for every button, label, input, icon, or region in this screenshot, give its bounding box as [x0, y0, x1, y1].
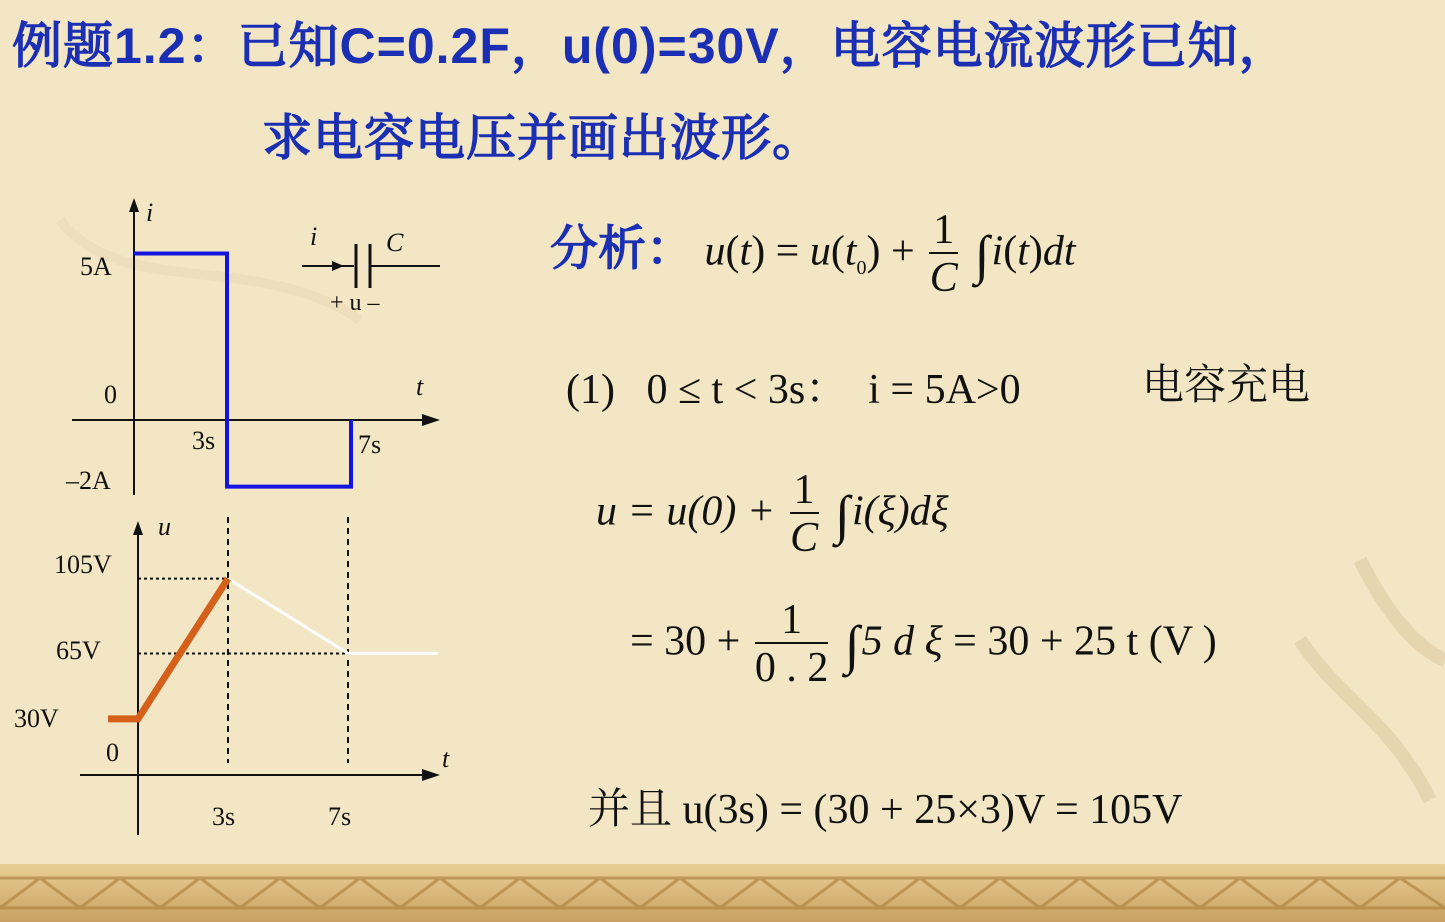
- eq3-fraction: [755, 598, 829, 692]
- u-tick-7s: 7s: [328, 802, 352, 831]
- eq-fraction: [929, 208, 958, 302]
- u-tick-0: 0: [106, 738, 119, 767]
- analysis-heading: 分析：: [550, 220, 695, 277]
- eq-t: t: [739, 228, 752, 275]
- eq2-fraction: $\frac{1}{C}$: [790, 467, 819, 561]
- eq3-rhs: = 30 + 25 t (V ): [953, 618, 1217, 665]
- eq-u: u: [704, 228, 726, 275]
- final-equation: u(3s) = (30 + 25×3)V = 105V: [682, 787, 1183, 833]
- title-line-2: 求电容电压并画出波形。: [262, 110, 823, 166]
- eq2-lhs: u = u(0) +: [596, 488, 776, 535]
- u-tick-105V: 105V: [54, 550, 112, 579]
- eq3-num: 1: [755, 598, 829, 644]
- u-axis-label: u: [158, 512, 171, 541]
- i-tick-5A: 5A: [80, 252, 112, 281]
- u-tick-65V: 65V: [56, 636, 101, 665]
- eq2-integrand: i(ξ)dξ: [851, 488, 949, 535]
- eq-t0: t: [844, 228, 857, 275]
- eq-num: 1: [929, 208, 958, 254]
- i-axis-label: i: [146, 198, 154, 227]
- eq3-integral: ∫: [844, 615, 860, 675]
- eq2-integral: ∫: [835, 485, 850, 545]
- step1-line: [566, 356, 1021, 416]
- step1-text: 电容充电: [1142, 360, 1311, 409]
- t-axis-arrow: [422, 414, 440, 426]
- i-tick-minus-2A: –2A: [66, 466, 111, 495]
- equation-2: [596, 468, 949, 562]
- u-plot-t-label: t: [442, 744, 450, 773]
- i-tick-7s: 7s: [358, 430, 382, 459]
- eq3-integrand: 5 d ξ: [861, 618, 943, 665]
- u-tick-30V: 30V: [14, 704, 59, 733]
- voltage-wave: [108, 579, 228, 719]
- voltage-wave-continuation: [228, 579, 438, 654]
- step1-condition: 0 ≤ t < 3s：: [646, 367, 848, 413]
- cap-current-label: i: [310, 222, 318, 251]
- final-line: [588, 776, 1182, 836]
- u-t-axis-arrow: [422, 769, 440, 781]
- i-tick-3s: 3s: [192, 426, 216, 455]
- step1-label: (1): [566, 367, 615, 413]
- equation-3: [630, 598, 1217, 692]
- cap-voltage-label: + u –: [330, 290, 380, 316]
- current-arrow: [332, 261, 344, 271]
- cap-label: C: [386, 228, 404, 257]
- eq3-a: = 30 +: [630, 618, 741, 665]
- title-line-1: 例题1.2：已知C=0.2F，u(0)=30V，电容电流波形已知，: [12, 18, 1290, 74]
- eq-u0: u: [809, 228, 831, 275]
- eq3-den: 0 . 2: [754, 645, 829, 691]
- i-plot-t-label: t: [416, 372, 424, 401]
- analysis-main-equation: 分析： $u(t) = u(t_0)$ + $\frac{1}{C}$ ∫i(t)dt: [550, 207, 1076, 301]
- final-cn: 并且: [588, 784, 673, 833]
- eq-den: C: [929, 255, 958, 301]
- i-axis-arrow: [129, 198, 139, 212]
- u-axis-arrow: [133, 521, 143, 535]
- u-tick-3s: 3s: [212, 802, 236, 831]
- eq-sub0: 0: [856, 257, 867, 280]
- step1-current: i = 5A>0: [868, 367, 1021, 413]
- i-tick-0: 0: [104, 380, 117, 409]
- integral-sign: ∫: [974, 225, 990, 285]
